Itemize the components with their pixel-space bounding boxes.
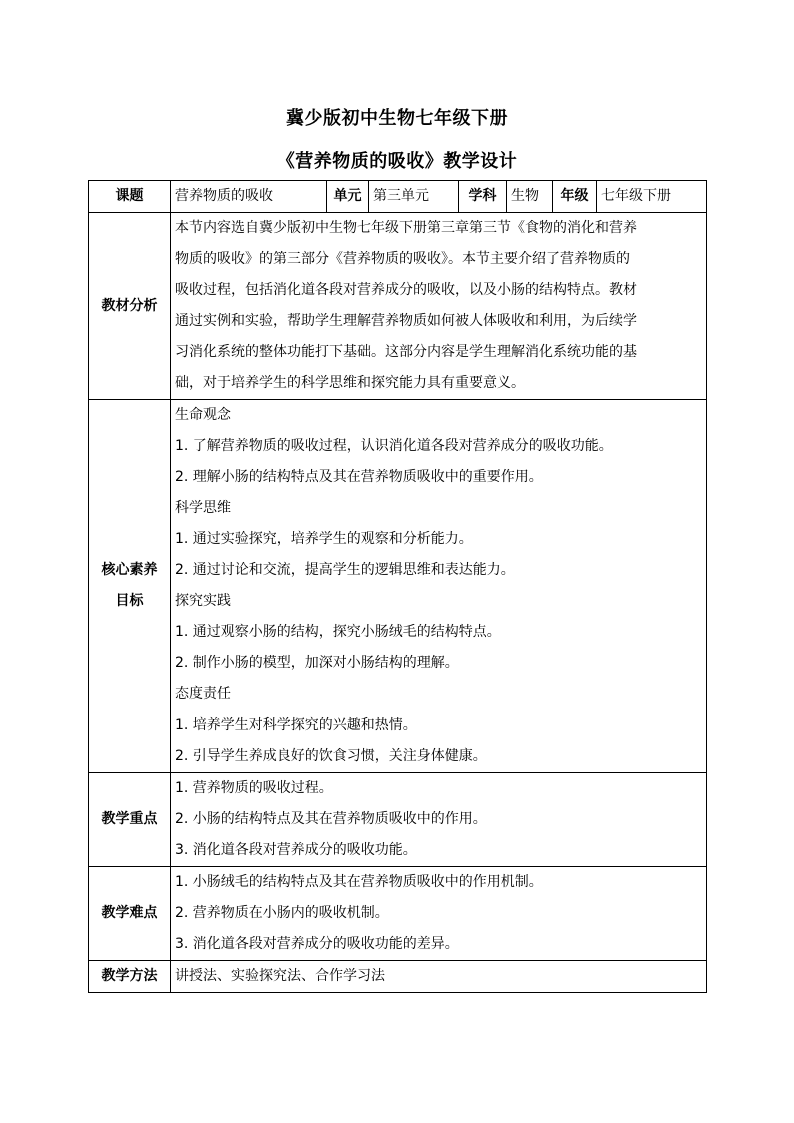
objective-item: 1. 培养学生对科学探究的兴趣和热情。 xyxy=(175,717,417,733)
analysis-line: 础，对于培养学生的科学思维和探究能力具有重要意义。 xyxy=(175,375,525,391)
difficulties-content xyxy=(171,867,707,961)
objective-item: 1. 通过观察小肠的结构，探究小肠绒毛的结构特点。 xyxy=(175,624,501,640)
objective-heading: 生命观念 xyxy=(175,407,231,423)
objective-heading: 态度责任 xyxy=(175,686,231,702)
analysis-content xyxy=(171,213,707,400)
objective-item: 2. 引导学生养成良好的饮食习惯，关注身体健康。 xyxy=(175,748,487,764)
analysis-line: 通过实例和实验，帮助学生理解营养物质如何被人体吸收和利用，为后续学 xyxy=(175,313,637,329)
document-subtitle: 《营养物质的吸收》教学设计 xyxy=(276,151,518,172)
key-points-label: 教学重点 xyxy=(89,773,171,867)
document-title: 冀少版初中生物七年级下册 xyxy=(286,108,508,129)
analysis-line: 本节内容选自冀少版初中生物七年级下册第三章第三节《食物的消化和营养 xyxy=(175,220,637,236)
objectives-content xyxy=(171,400,707,773)
key-point-item: 2. 小肠的结构特点及其在营养物质吸收中的作用。 xyxy=(175,811,487,827)
analysis-line: 习消化系统的整体功能打下基础。这部分内容是学生理解消化系统功能的基 xyxy=(175,344,637,360)
analysis-line: 物质的吸收》的第三部分《营养物质的吸收》。本节主要介绍了营养物质的 xyxy=(175,251,630,267)
difficulty-item: 2. 营养物质在小肠内的吸收机制。 xyxy=(175,905,389,921)
difficulties-label: 教学难点 xyxy=(89,867,171,961)
objectives-label xyxy=(89,400,171,773)
objective-item: 1. 通过实验探究，培养学生的观察和分析能力。 xyxy=(175,531,473,547)
objective-item: 2. 制作小肠的模型，加深对小肠结构的理解。 xyxy=(175,655,459,671)
difficulty-item: 1. 小肠绒毛的结构特点及其在营养物质吸收中的作用机制。 xyxy=(175,874,543,890)
topic-label: 课题 xyxy=(89,181,171,213)
lesson-plan-table xyxy=(88,180,707,993)
objective-item: 1. 了解营养物质的吸收过程，认识消化道各段对营养成分的吸收功能。 xyxy=(175,438,613,454)
subject-value: 生物 xyxy=(507,181,553,213)
unit-value: 第三单元 xyxy=(369,181,459,213)
key-points-content xyxy=(171,773,707,867)
objectives-label-line: 目标 xyxy=(115,593,144,609)
objectives-label-line: 核心素养 xyxy=(101,562,158,578)
methods-value: 讲授法、实验探究法、合作学习法 xyxy=(171,961,707,993)
objectives-row xyxy=(89,400,707,773)
analysis-row xyxy=(89,213,707,400)
grade-value: 七年级下册 xyxy=(597,181,707,213)
key-point-item: 3. 消化道各段对营养成分的吸收功能。 xyxy=(175,842,417,858)
topic-value: 营养物质的吸收 xyxy=(171,181,327,213)
subject-label: 学科 xyxy=(459,181,507,213)
unit-label: 单元 xyxy=(327,181,369,213)
methods-label: 教学方法 xyxy=(89,961,171,993)
analysis-label: 教材分析 xyxy=(89,213,171,400)
key-points-row xyxy=(89,773,707,867)
difficulty-item: 3. 消化道各段对营养成分的吸收功能的差异。 xyxy=(175,936,459,952)
key-point-item: 1. 营养物质的吸收过程。 xyxy=(175,780,333,796)
objective-heading: 探究实践 xyxy=(175,593,231,609)
objective-heading: 科学思维 xyxy=(175,500,231,516)
header-row xyxy=(89,181,707,213)
objective-item: 2. 通过讨论和交流，提高学生的逻辑思维和表达能力。 xyxy=(175,562,515,578)
difficulties-row xyxy=(89,867,707,961)
grade-label: 年级 xyxy=(553,181,597,213)
analysis-line: 吸收过程，包括消化道各段对营养成分的吸收，以及小肠的结构特点。教材 xyxy=(175,282,637,298)
methods-row xyxy=(89,961,707,993)
objective-item: 2. 理解小肠的结构特点及其在营养物质吸收中的重要作用。 xyxy=(175,469,543,485)
